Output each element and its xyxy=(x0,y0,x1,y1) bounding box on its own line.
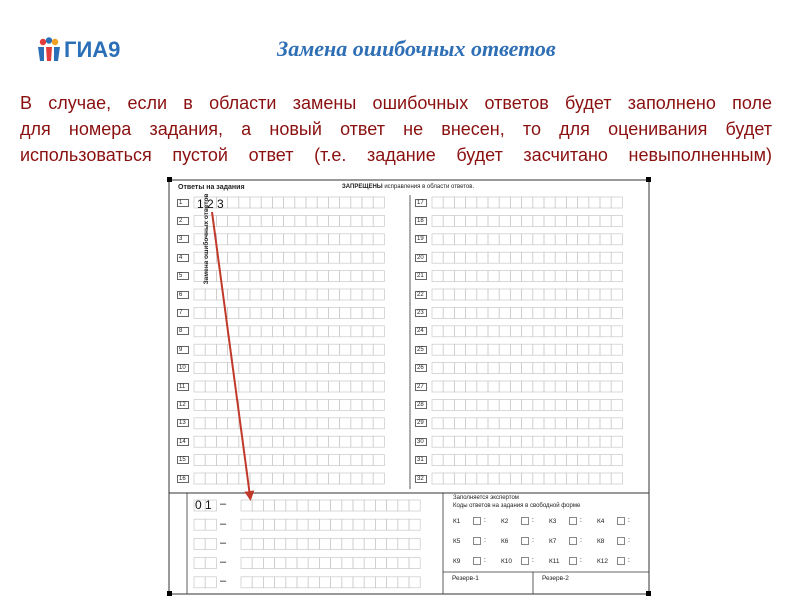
question-number: 28 xyxy=(415,401,427,409)
expert-code-label: К6 xyxy=(501,538,509,545)
description-line: для номера задания, а новый ответ не внесен, то для оценивания будет xyxy=(20,119,772,139)
expert-code-separator: : xyxy=(484,557,486,564)
red-arrow xyxy=(212,212,250,496)
description-line: В случае, если в области замены ошибочных ответов будет заполнено поле xyxy=(20,93,772,113)
logo-text: ГИА9 xyxy=(64,37,121,62)
question-number: 5 xyxy=(177,272,189,280)
replace-entry-handwritten: 0 1 xyxy=(195,498,212,512)
question-number: 9 xyxy=(177,346,189,354)
question-number: 32 xyxy=(415,475,427,483)
question-number: 23 xyxy=(415,309,427,317)
expert-code-label: К1 xyxy=(453,518,461,525)
reserve-1-label: Резерв-1 xyxy=(452,575,479,582)
expert-code-separator: : xyxy=(484,537,486,544)
expert-code-label: К4 xyxy=(597,518,605,525)
expert-subtitle: Коды ответов на задания в свободной форме xyxy=(453,503,581,509)
expert-code-separator: : xyxy=(628,537,630,544)
expert-code-separator: : xyxy=(532,517,534,524)
expert-code-separator: : xyxy=(580,557,582,564)
slide-title: Замена ошибочных ответов xyxy=(277,36,556,61)
answer-1-handwritten: 1 2 3 xyxy=(197,197,224,211)
question-number: 2 xyxy=(177,217,189,225)
expert-code-separator: : xyxy=(532,557,534,564)
question-number: 21 xyxy=(415,272,427,280)
question-number: 13 xyxy=(177,419,189,427)
question-number: 14 xyxy=(177,438,189,446)
replace-dash: – xyxy=(220,518,227,530)
replace-section-label: Замена ошибочных ответов xyxy=(203,193,210,285)
question-number: 18 xyxy=(415,217,427,225)
expert-code-label: К5 xyxy=(453,538,461,545)
question-number: 19 xyxy=(415,235,427,243)
forbidden-header-bold: ЗАПРЕЩЕНЫ xyxy=(342,184,383,190)
expert-code-label: К7 xyxy=(549,538,557,545)
expert-code-label: К2 xyxy=(501,518,509,525)
answers-header: Ответы на задания xyxy=(178,184,245,191)
question-number: 26 xyxy=(415,364,427,372)
question-number: 29 xyxy=(415,419,427,427)
expert-code-separator: : xyxy=(484,517,486,524)
question-number: 6 xyxy=(177,291,189,299)
expert-code-separator: : xyxy=(628,557,630,564)
question-number: 30 xyxy=(415,438,427,446)
question-number: 25 xyxy=(415,346,427,354)
replace-dash: – xyxy=(220,556,227,568)
question-number: 27 xyxy=(415,383,427,391)
question-number: 8 xyxy=(177,327,189,335)
question-number: 11 xyxy=(177,383,189,391)
description-line: использоваться пустой ответ (т.е. задание будет засчитано невыполненным) xyxy=(20,145,772,165)
expert-code-label: К9 xyxy=(453,558,461,565)
expert-code-label: К12 xyxy=(597,558,609,565)
expert-title: Заполняется экспертом xyxy=(453,495,519,501)
question-number: 12 xyxy=(177,401,189,409)
question-number: 22 xyxy=(415,291,427,299)
expert-code-separator: : xyxy=(580,537,582,544)
expert-code-label: К3 xyxy=(549,518,557,525)
expert-code-separator: : xyxy=(532,537,534,544)
question-number: 4 xyxy=(177,254,189,262)
question-number: 20 xyxy=(415,254,427,262)
expert-code-separator: : xyxy=(580,517,582,524)
expert-code-separator: : xyxy=(628,517,630,524)
reserve-2-label: Резерв-2 xyxy=(542,575,569,582)
question-number: 17 xyxy=(415,199,427,207)
question-number: 31 xyxy=(415,456,427,464)
question-number: 15 xyxy=(177,456,189,464)
expert-code-label: К11 xyxy=(549,558,560,565)
forbidden-header-rest: исправления в области ответов. xyxy=(382,184,475,190)
replace-dash: – xyxy=(220,537,227,549)
expert-code-label: К8 xyxy=(597,538,605,545)
question-number: 10 xyxy=(177,364,189,372)
expert-code-label: К10 xyxy=(501,558,513,565)
question-number: 16 xyxy=(177,475,189,483)
question-number: 3 xyxy=(177,235,189,243)
replace-dash: – xyxy=(220,575,227,587)
replace-dash: – xyxy=(220,498,227,510)
question-number: 1 xyxy=(177,199,189,207)
question-number: 24 xyxy=(415,327,427,335)
question-number: 7 xyxy=(177,309,189,317)
